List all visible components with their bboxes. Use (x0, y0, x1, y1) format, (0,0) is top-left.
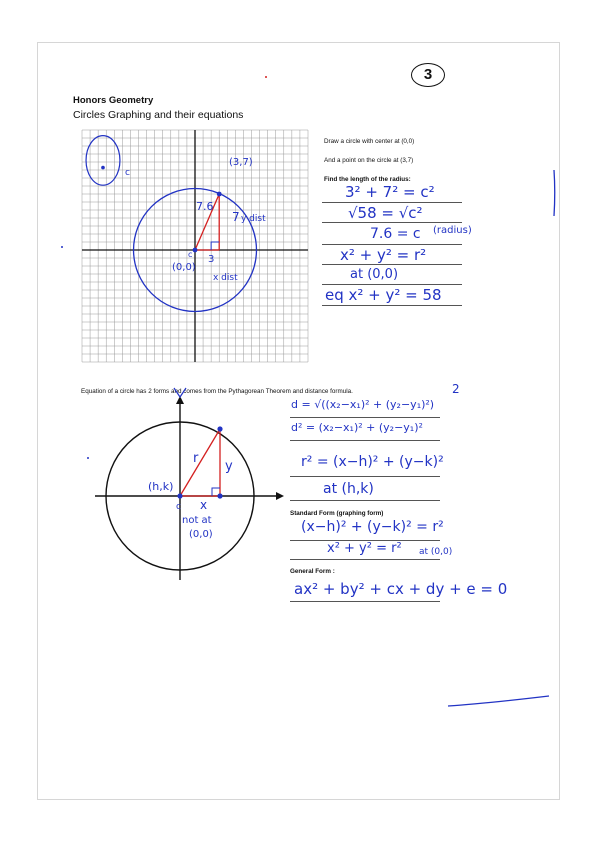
origin-label: (0,0) (172, 262, 196, 273)
origin-form-equation: x² + y² = r² (327, 541, 402, 556)
prompt-point-on-circle: And a point on the circle at (3,7) (324, 157, 414, 164)
red-dot-mark (265, 76, 267, 78)
origin-mark: c (188, 250, 193, 259)
course-name: Honors Geometry (73, 95, 154, 106)
standard-form-equation: (x−h)² + (y−k)² = r² (301, 519, 444, 535)
origin-note: (0,0) (189, 529, 213, 540)
y-side-label: 7 (232, 210, 240, 224)
bottom-pen-stroke (448, 696, 549, 706)
origin-form-note: at (0,0) (419, 547, 453, 557)
page-number: 3 (411, 63, 445, 87)
standard-form-label: Standard Form (graphing form) (290, 510, 384, 517)
worksheet-title: Circles Graphing and their equations (73, 109, 244, 121)
circle-hk-formula: r² = (x−h)² + (y−k)² (301, 454, 444, 470)
small-circle-label: c (125, 168, 130, 178)
circle-hk-note: at (h,k) (323, 481, 374, 497)
work-square-root: √58 = √c² (348, 204, 423, 222)
point-label: (3,7) (229, 157, 253, 168)
work-radius-note: (radius) (433, 225, 472, 236)
work-final-equation: eq x² + y² = 58 (325, 286, 442, 304)
center-label: (h,k) (148, 480, 174, 493)
work-at-origin: at (0,0) (350, 267, 399, 282)
distance-formula-exponent: 2 (452, 382, 460, 396)
not-at-note: not at (182, 515, 212, 526)
radius-label: 7.6 (196, 200, 214, 213)
general-form-equation: ax² + by² + cx + dy + e = 0 (294, 580, 508, 598)
blue-dot-mark (61, 246, 63, 248)
prompt-find-radius: Find the length of the radius: (324, 176, 411, 183)
distance-formula: d = √((x₂−x₁)² + (y₂−y₁)²) (291, 398, 435, 411)
general-form-label: General Form : (290, 568, 335, 575)
distance-squared-formula: d² = (x₂−x₁)² + (y₂−y₁)² (291, 421, 423, 434)
blue-dot-mark-2 (87, 457, 89, 459)
radius-r-label: r (193, 451, 199, 466)
x-dist-note: x dist (213, 273, 238, 283)
x-leg-label: x (200, 498, 208, 512)
center-mark-label: c (176, 502, 181, 512)
work-circle-equation: x² + y² = r² (340, 246, 427, 264)
prompt-draw-circle: Draw a circle with center at (0,0) (324, 138, 415, 145)
y-leg-label: y (225, 459, 233, 474)
work-radius-value: 7.6 = c (370, 226, 421, 242)
margin-pen-stroke (554, 170, 555, 216)
work-pythagorean: 3² + 7² = c² (345, 183, 435, 201)
x-side-label: 3 (208, 254, 215, 265)
section2-intro: Equation of a circle has 2 forms and comes from the Pythagorean Theorem and distance formula. (81, 388, 353, 395)
y-dist-note: y dist (241, 214, 266, 224)
